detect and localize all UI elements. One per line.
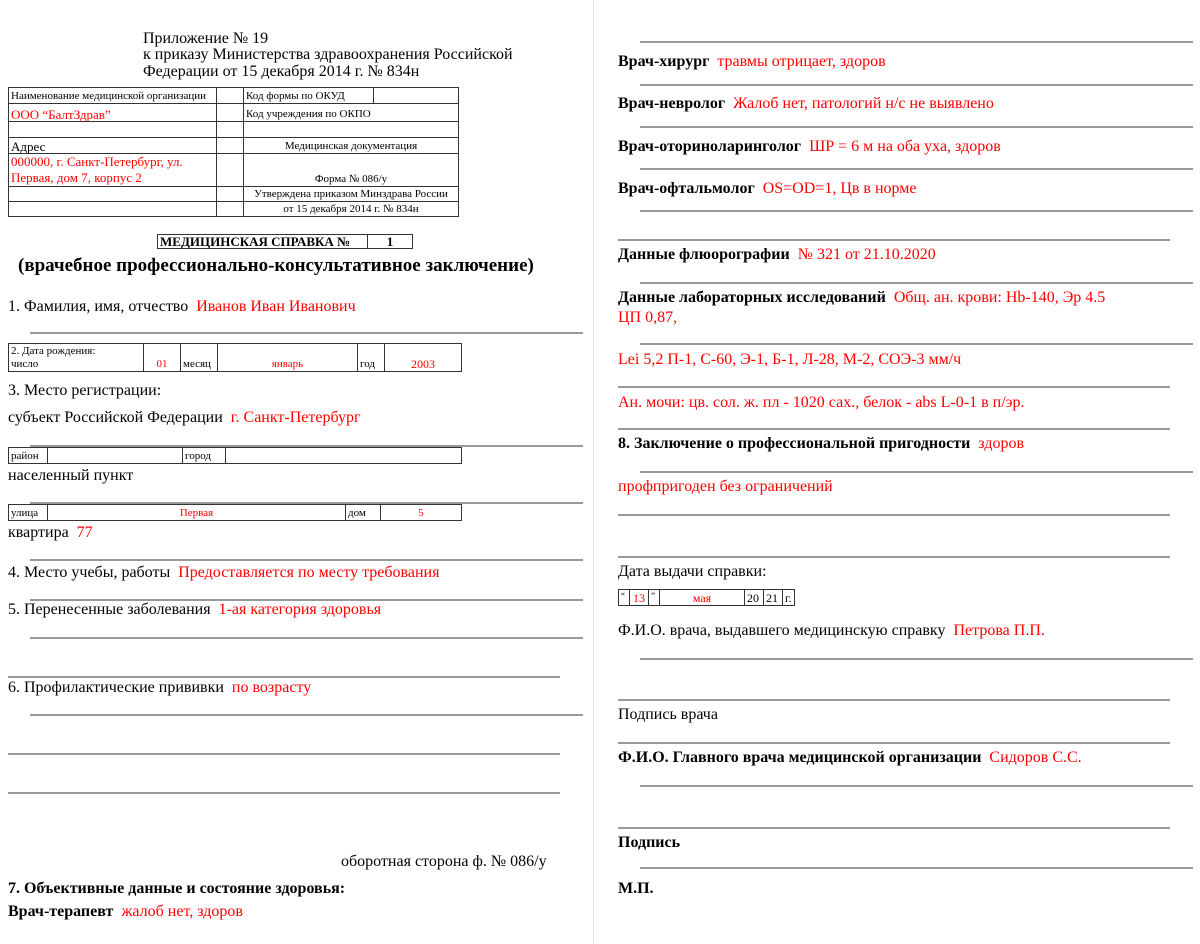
ophthalmologist-value: OS=OD=1, Цв в норме (762, 180, 917, 197)
page-divider (593, 0, 594, 944)
ent-label: Врач-оториноларинголог (618, 138, 802, 155)
approved-label: Утверждена приказом Минздрава России (244, 187, 459, 202)
dob-month: январь (218, 344, 358, 372)
lab-label: Данные лабораторных исследований (618, 289, 886, 306)
house-value: 5 (381, 505, 462, 521)
issue-month: мая (660, 590, 745, 606)
dob-year: 2003 (385, 344, 462, 372)
surgeon-label: Врач-хирург (618, 53, 710, 70)
conclusion-value: здоров (978, 435, 1025, 452)
settlement-label: населенный пункт (8, 467, 134, 484)
certificate-number-box (157, 234, 413, 249)
address-value: Первая, дом 7, корпус 2 (11, 170, 142, 185)
ent-value: ШР = 6 м на оба уха, здоров (809, 138, 1001, 155)
org-value: ООО “БалтЗдрав” (9, 104, 217, 122)
vaccination-value: по возрасту (231, 679, 312, 696)
neurologist-value: Жалоб нет, патологий н/с не выявлено (733, 95, 994, 112)
city-label: город (183, 448, 226, 464)
fluorography-value: № 321 от 21.10.2020 (797, 246, 936, 263)
issue-date-label: Дата выдачи справки: (618, 563, 767, 580)
work-label: 4. Место учебы, работы (8, 564, 171, 581)
issue-year: 21 (764, 590, 783, 606)
issue-year: 20 (745, 590, 764, 606)
header-line: к приказу Министерства здравоохранения Российской (143, 46, 513, 63)
lab-value: Общ. ан. крови: Hb-140, Эр 4.5 (893, 289, 1106, 306)
quote: ” (649, 590, 660, 606)
doctor-label: Ф.И.О. врача, выдавшего медицинскую справку (618, 622, 946, 639)
chief-signature-label: Подпись (618, 834, 681, 851)
diseases-value: 1-ая категория здоровья (218, 601, 382, 618)
objective-heading: 7. Объективные данные и состояние здоровья: (8, 880, 346, 897)
year-suffix: г. (783, 590, 795, 606)
subject-label: субъект Российской Федерации (8, 409, 223, 426)
chief-doctor-value: Сидоров С.С. (989, 749, 1082, 766)
org-label: Наименование медицинской организации (9, 88, 217, 104)
fluorography-label: Данные флюорографии (618, 246, 790, 263)
address-value: 000000, г. Санкт-Петербург, ул. (11, 154, 183, 169)
form-label: Форма № 086/у (244, 154, 459, 187)
fio-value: Иванов Иван Иванович (196, 298, 356, 315)
vaccination-label: 6. Профилактические прививки (8, 679, 224, 696)
surgeon-value: травмы отрицает, здоров (717, 53, 886, 70)
stamp-place-label: М.П. (618, 880, 654, 897)
chief-doctor-label: Ф.И.О. Главного врача медицинской организации (618, 749, 982, 766)
certificate-subtitle: (врачебное профессионально-консультативное заключение) (18, 255, 534, 276)
doctor-value: Петрова П.П. (953, 622, 1045, 639)
organization-table (8, 87, 459, 217)
okud-label: Код формы по ОКУД (244, 88, 374, 104)
med-doc-label: Медицинская документация (244, 138, 459, 154)
issue-day: 13 (630, 590, 649, 606)
fio-label: 1. Фамилия, имя, отчество (8, 298, 189, 315)
dob-table (8, 343, 462, 372)
work-value: Предоставляется по месту требования (178, 564, 440, 581)
day-label: число (11, 358, 39, 370)
street-table (8, 504, 462, 521)
header-line: Приложение № 19 (143, 30, 269, 47)
dob-day: 01 (144, 344, 181, 372)
quote: “ (619, 590, 630, 606)
diseases-label: 5. Перенесенные заболевания (8, 601, 211, 618)
year-label: год (358, 344, 385, 372)
lab-value: Lei 5,2 П-1, С-60, Э-1, Б-1, Л-28, М-2, СОЭ-3 мм/ч (618, 351, 962, 368)
registration-label: 3. Место регистрации: (8, 382, 162, 399)
certificate-title: МЕДИЦИНСКАЯ СПРАВКА № (158, 235, 368, 249)
approved-label: от 15 декабря 2014 г. № 834н (244, 202, 459, 217)
dob-label: 2. Дата рождения: (11, 345, 96, 357)
lab-value: ЦП 0,87, (618, 309, 678, 326)
reverse-side-label: оборотная сторона ф. № 086/у (341, 853, 547, 870)
header-line: Федерации от 15 декабря 2014 г. № 834н (143, 63, 420, 80)
district-table (8, 447, 462, 464)
okpo-label: Код учреждения по ОКПО (244, 104, 459, 122)
month-label: месяц (181, 344, 218, 372)
subject-value: г. Санкт-Петербург (230, 409, 361, 426)
certificate-number: 1 (368, 235, 413, 249)
issue-date-table (618, 589, 795, 606)
apartment-label: квартира (8, 524, 69, 541)
apartment-value: 77 (76, 524, 93, 541)
street-label: улица (9, 505, 48, 521)
house-label: дом (346, 505, 381, 521)
neurologist-label: Врач-невролог (618, 95, 726, 112)
address-label: Адрес (9, 138, 217, 154)
street-value: Первая (48, 505, 346, 521)
district-label: район (9, 448, 48, 464)
therapist-label: Врач-терапевт (8, 903, 114, 920)
conclusion-value: профпригоден без ограничений (618, 478, 833, 495)
conclusion-label: 8. Заключение о профессиональной пригодности (618, 435, 971, 452)
lab-value: Ан. мочи: цв. сол. ж. пл - 1020 сах., белок - abs L-0-1 в п/эр. (618, 394, 1025, 411)
therapist-value: жалоб нет, здоров (121, 903, 243, 920)
ophthalmologist-label: Врач-офтальмолог (618, 180, 755, 197)
doctor-signature-label: Подпись врача (618, 706, 718, 723)
